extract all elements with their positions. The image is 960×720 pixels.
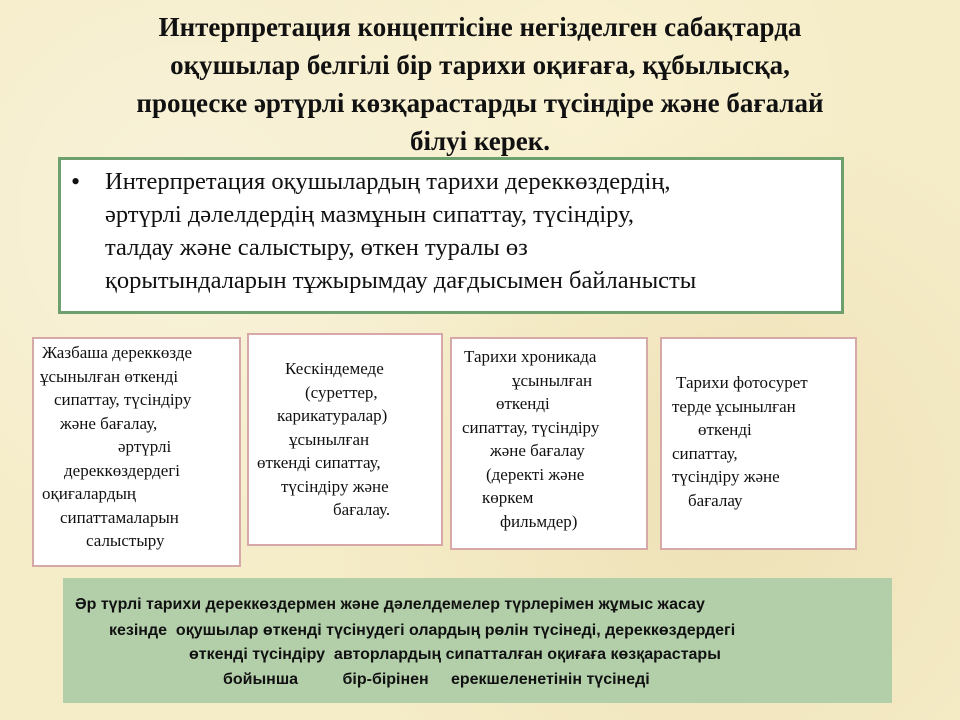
card-line: дереккөздердегі	[64, 460, 181, 480]
card-line: Жазбаша дереккөзде	[42, 343, 193, 362]
card-line: түсіндіру және	[672, 467, 780, 486]
card-line: ұсынылған	[289, 429, 370, 449]
card-line: өткенді сипаттау,	[257, 453, 381, 472]
card-line: сипаттау,	[672, 443, 738, 463]
card-line: өткенді	[496, 394, 550, 413]
card-line: сипаттау, түсіндіру	[54, 390, 192, 409]
slide-title	[40, 8, 920, 160]
summary-line: өткенді түсіндіру авторлардың сипатталған оқиғаға көзқарастары	[189, 646, 721, 663]
card-line: Тарихи фотосурет	[676, 373, 808, 392]
card-written-sources	[32, 337, 241, 567]
card-line: өткенді	[698, 420, 752, 439]
card-line: түсіндіру және	[281, 476, 389, 496]
title-line: оқушылар белгілі бір тарихи оқиғаға, құбылысқа,	[170, 50, 790, 80]
definition-box	[58, 157, 844, 314]
bullet-marker: •	[71, 167, 81, 196]
card-paintings	[247, 333, 443, 546]
title-line: білуі керек.	[409, 126, 551, 156]
card-line: Тарихи хроникада	[464, 347, 597, 366]
card-line: және бағалау	[490, 441, 585, 460]
card-line: карикатуралар)	[277, 406, 388, 425]
card-line: фильмдер)	[500, 511, 578, 531]
card-line: сипаттамаларын	[60, 507, 179, 527]
card-line: бағалау.	[333, 500, 391, 519]
definition-line: Интерпретация оқушылардың тарихи дереккөздердің,	[105, 168, 671, 195]
card-line: көркем	[482, 488, 534, 507]
card-chronicle	[450, 337, 648, 550]
card-line: ұсынылған өткенді	[40, 366, 179, 386]
card-line: салыстыру	[86, 531, 165, 550]
card-line: (суреттер,	[305, 382, 378, 402]
card-line: және бағалау,	[60, 413, 158, 433]
definition-line: талдау және салыстыру, өткен туралы өз	[105, 234, 528, 261]
definition-text	[105, 165, 845, 297]
card-line: терде ұсынылған	[672, 396, 796, 416]
definition-line: әртүрлі дәлелдердің мазмұнын сипаттау, түсіндіру,	[105, 201, 634, 228]
card-line: бағалау	[688, 490, 743, 510]
title-line: Интерпретация концептісіне негізделген сабақтарда	[158, 12, 802, 42]
summary-box	[63, 578, 892, 703]
card-line: әртүрлі	[118, 437, 172, 456]
card-line: оқиғалардың	[42, 484, 136, 503]
summary-line: бойынша бір-бірінен ерекшеленетінін түсінеді	[223, 671, 650, 688]
summary-line: Әр түрлі тарихи дереккөздермен және дәлелдемелер түрлерімен жұмыс жасау	[75, 596, 705, 613]
card-line: сипаттау, түсіндіру	[462, 417, 600, 437]
card-line: Кескіндемеде	[285, 359, 384, 378]
card-line: ұсынылған	[512, 370, 593, 390]
card-photographs	[660, 337, 857, 550]
summary-line: кезінде оқушылар өткенді түсінудегі олардың рөлін түсінеді, дереккөздердегі	[109, 622, 736, 639]
card-line: (деректі және	[486, 464, 585, 484]
definition-line: қорытындаларын тұжырымдау дағдысымен байланысты	[105, 267, 697, 294]
title-line: процеске әртүрлі көзқарастарды түсіндіре және бағалай	[136, 88, 824, 118]
